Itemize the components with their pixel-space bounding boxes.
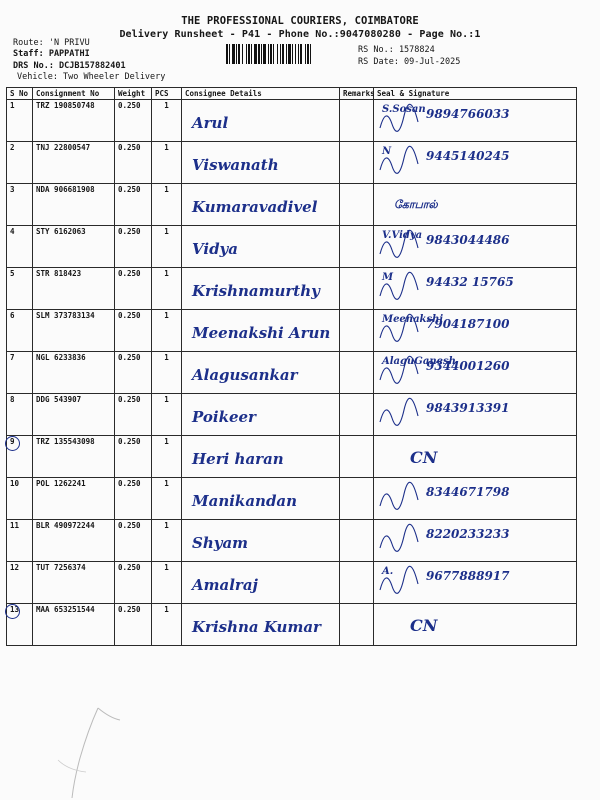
cell-weight [115, 562, 152, 604]
signature-stroke [378, 312, 438, 348]
consignee-handwritten-name: Krishna Kumar [192, 618, 321, 636]
cell-consignee [182, 436, 340, 478]
signature-stroke [378, 228, 438, 264]
cell-seal-signature [374, 604, 577, 646]
cell-consignment-no-text: POL 1262241 [36, 479, 86, 488]
signature-area [374, 100, 576, 141]
cell-sno-text: 4 [10, 227, 15, 236]
cell-remarks [340, 394, 374, 436]
cell-pcs [152, 142, 182, 184]
cell-weight [115, 268, 152, 310]
cell-remarks [340, 226, 374, 268]
cell-remarks [340, 310, 374, 352]
barcode-bar [258, 44, 260, 64]
cell-consignment-no-text: STY 6162063 [36, 227, 86, 236]
cell-consignment-no [33, 142, 115, 184]
cell-sno-text: 6 [10, 311, 15, 320]
consignee-handwritten-name: Heri haran [192, 450, 284, 468]
table-row [7, 268, 577, 310]
cell-pcs-text: 1 [164, 185, 169, 194]
cell-weight [115, 184, 152, 226]
cell-weight-text: 0.250 [118, 269, 141, 278]
cell-weight-text: 0.250 [118, 437, 141, 446]
cell-weight-text: 0.250 [118, 479, 141, 488]
barcode-bar [305, 44, 306, 64]
cell-sno [7, 478, 33, 520]
table-row [7, 352, 577, 394]
cell-remarks [340, 268, 374, 310]
cell-pcs [152, 394, 182, 436]
barcode-bar [282, 44, 284, 64]
cell-seal-signature [374, 394, 577, 436]
cell-weight-text: 0.250 [118, 353, 141, 362]
cell-seal-signature [374, 100, 577, 142]
cell-remarks [340, 604, 374, 646]
drs-number: DRS No.: DCJB157882401 [13, 61, 126, 71]
cell-pcs-text: 1 [164, 563, 169, 572]
vehicle-label: Vehicle: Two Wheeler Delivery [17, 72, 166, 82]
barcode-bar [298, 44, 299, 64]
consignee-handwritten-name: Shyam [192, 534, 249, 552]
cell-remarks [340, 142, 374, 184]
barcode-bar [261, 44, 262, 64]
signature-phone: 9843913391 [426, 401, 510, 415]
cell-seal-signature [374, 352, 577, 394]
col-header-consignment: Consignment No [33, 88, 115, 100]
cell-pcs [152, 268, 182, 310]
cell-weight-text: 0.250 [118, 521, 141, 530]
cell-remarks [340, 352, 374, 394]
cell-consignee [182, 184, 340, 226]
signature-stroke [378, 480, 438, 516]
cell-consignment-no [33, 604, 115, 646]
cell-consignee [182, 310, 340, 352]
cell-weight [115, 436, 152, 478]
cell-consignee [182, 478, 340, 520]
company-title: THE PROFESSIONAL COURIERS, COIMBATORE [181, 15, 419, 27]
barcode-bar [277, 44, 278, 64]
cell-seal-signature [374, 436, 577, 478]
barcode-bar [295, 44, 296, 64]
barcode-bar [236, 44, 237, 64]
cell-pcs [152, 436, 182, 478]
cell-weight [115, 604, 152, 646]
cell-weight [115, 352, 152, 394]
circle-mark [5, 604, 20, 619]
col-header-sno: S No [7, 88, 33, 100]
cell-consignment-no-text: MAA 653251544 [36, 605, 95, 614]
cell-consignment-no [33, 226, 115, 268]
barcode-bar [238, 44, 240, 64]
cell-sno-text: 7 [10, 353, 15, 362]
cell-seal-signature [374, 478, 577, 520]
cell-pcs [152, 562, 182, 604]
signature-phone: 9445140245 [426, 149, 510, 163]
table-header-row [7, 88, 577, 100]
signature-stroke [378, 354, 438, 390]
cell-remarks [340, 562, 374, 604]
consignee-handwritten-name: Viswanath [192, 156, 279, 174]
signature-name: N [382, 146, 392, 157]
signature-phone: 94432 15765 [426, 275, 514, 289]
cell-sno-text: 8 [10, 395, 15, 404]
cell-sno [7, 562, 33, 604]
cell-pcs-text: 1 [164, 227, 169, 236]
signature-area [374, 478, 576, 519]
cell-consignee [182, 520, 340, 562]
cell-sno-text: 12 [10, 563, 20, 572]
cell-pcs-text: 1 [164, 143, 169, 152]
cell-seal-signature [374, 268, 577, 310]
cell-weight [115, 100, 152, 142]
consignee-handwritten-name: Manikandan [192, 492, 298, 510]
signature-name: M [382, 272, 394, 283]
signature-phone: 9344001260 [426, 359, 510, 373]
barcode-bar [270, 44, 272, 64]
table-row [7, 604, 577, 646]
cell-pcs-text: 1 [164, 605, 169, 614]
cell-consignee [182, 268, 340, 310]
signature-area [374, 142, 576, 183]
cell-sno [7, 394, 33, 436]
cell-sno [7, 352, 33, 394]
cell-consignment-no-text: NGL 6233836 [36, 353, 86, 362]
cell-pcs-text: 1 [164, 521, 169, 530]
signature-area [374, 184, 576, 225]
cell-consignment-no-text: BLR 490972244 [36, 521, 95, 530]
cell-pcs-text: 1 [164, 437, 169, 446]
signature-stroke [378, 144, 438, 180]
cell-pcs-text: 1 [164, 311, 169, 320]
signature-name: V.Vidya [382, 230, 423, 241]
table-row [7, 310, 577, 352]
consignee-handwritten-name: Amalraj [192, 576, 258, 594]
cell-sno-text: 5 [10, 269, 15, 278]
cell-remarks [340, 100, 374, 142]
rs-date: RS Date: 09-Jul-2025 [358, 57, 461, 67]
barcode-bar [248, 44, 250, 64]
signature-phone: 9894766033 [426, 107, 510, 121]
runsheet-table [6, 87, 577, 646]
barcode-image [226, 44, 354, 64]
barcode-bar [300, 44, 302, 64]
barcode-bar [286, 44, 287, 64]
cell-consignment-no [33, 394, 115, 436]
cell-sno [7, 310, 33, 352]
table-row [7, 184, 577, 226]
cell-consignee [182, 604, 340, 646]
cell-pcs [152, 100, 182, 142]
cell-weight-text: 0.250 [118, 227, 141, 236]
cell-consignee [182, 352, 340, 394]
cell-seal-signature [374, 562, 577, 604]
cell-seal-signature [374, 520, 577, 562]
col-header-consignee: Consignee Details [182, 88, 340, 100]
cell-pcs [152, 478, 182, 520]
barcode-bar [280, 44, 281, 64]
cell-consignment-no-text: NDA 906681908 [36, 185, 95, 194]
route-label: Route: 'N PRIVU [13, 38, 90, 48]
cell-sno-text: 3 [10, 185, 15, 194]
cell-pcs [152, 226, 182, 268]
consignee-handwritten-name: Krishnamurthy [192, 282, 320, 300]
signature-stroke [378, 564, 438, 600]
cell-weight [115, 520, 152, 562]
consignee-handwritten-name: Kumaravadivel [192, 198, 318, 216]
cell-weight-text: 0.250 [118, 143, 141, 152]
cell-seal-signature [374, 142, 577, 184]
signature-area [374, 394, 576, 435]
cell-consignment-no [33, 352, 115, 394]
table-row [7, 100, 577, 142]
cell-seal-signature [374, 184, 577, 226]
cell-pcs-text: 1 [164, 395, 169, 404]
cell-weight [115, 310, 152, 352]
cell-sno [7, 142, 33, 184]
signature-phone: 9843044486 [426, 233, 510, 247]
cell-consignee [182, 562, 340, 604]
signature-name: A. [382, 566, 394, 577]
cell-consignee [182, 394, 340, 436]
barcode-bar [242, 44, 243, 64]
staff-label: Staff: PAPPATHI [13, 49, 90, 59]
barcode-bar [251, 44, 252, 64]
cell-sno-text: 9 [10, 437, 15, 446]
cell-consignment-no-text: TNJ 22800547 [36, 143, 91, 152]
cell-consignment-no-text: DDG 543907 [36, 395, 82, 404]
barcode-bar [226, 44, 228, 64]
barcode-bar [246, 44, 247, 64]
table-row [7, 478, 577, 520]
cell-sno [7, 604, 33, 646]
cn-mark: CN [410, 448, 438, 467]
signature-area [374, 268, 576, 309]
barcode-bar [232, 44, 235, 64]
cell-remarks [340, 478, 374, 520]
cell-pcs [152, 520, 182, 562]
table-row [7, 142, 577, 184]
cell-consignee [182, 226, 340, 268]
signature-name: AlaguGanesh [382, 356, 456, 367]
col-header-pcs: PCS [152, 88, 182, 100]
cell-sno-text: 13 [10, 605, 20, 614]
pencil-scribble [28, 700, 168, 800]
barcode-bar [254, 44, 257, 64]
cell-pcs [152, 184, 182, 226]
signature-stroke [378, 522, 438, 558]
cell-pcs [152, 352, 182, 394]
cell-remarks [340, 520, 374, 562]
table-row [7, 562, 577, 604]
table-row [7, 436, 577, 478]
barcode-bar [292, 44, 293, 64]
cell-consignment-no [33, 436, 115, 478]
cell-weight-text: 0.250 [118, 311, 141, 320]
circle-mark [5, 436, 20, 451]
consignee-handwritten-name: Poikeer [192, 408, 256, 426]
signature-area [374, 226, 576, 267]
signature-stroke [378, 270, 438, 306]
cell-consignment-no-text: STR 818423 [36, 269, 82, 278]
cell-weight-text: 0.250 [118, 101, 141, 110]
cn-mark: CN [410, 616, 438, 635]
cell-consignment-no [33, 478, 115, 520]
barcode-bar [229, 44, 230, 64]
cell-consignee [182, 142, 340, 184]
cell-consignment-no-text: TRZ 135543098 [36, 437, 95, 446]
signature-area [374, 436, 576, 477]
cell-consignment-no-text: TUT 7256374 [36, 563, 86, 572]
cell-pcs-text: 1 [164, 479, 169, 488]
cell-pcs [152, 604, 182, 646]
cell-sno-text: 2 [10, 143, 15, 152]
cell-sno [7, 184, 33, 226]
runsheet-subtitle: Delivery Runsheet - P41 - Phone No.:9047080280 - Page No.:1 [119, 29, 481, 40]
signature-area [374, 604, 576, 645]
cell-consignment-no [33, 268, 115, 310]
table-row [7, 394, 577, 436]
consignee-handwritten-name: Meenakshi Arun [192, 324, 331, 342]
barcode-bar [310, 44, 311, 64]
col-header-seal: Seal & Signature [374, 88, 577, 100]
cell-sno-text: 1 [10, 101, 15, 110]
table-row [7, 226, 577, 268]
signature-phone: 9677888917 [426, 569, 510, 583]
tamil-signature: கோபால் [394, 198, 438, 211]
cell-consignment-no [33, 562, 115, 604]
cell-weight-text: 0.250 [118, 395, 141, 404]
signature-name: S.Sosan [382, 104, 426, 115]
barcode-bar [273, 44, 274, 64]
barcode-bar [263, 44, 266, 64]
cell-sno-text: 10 [10, 479, 20, 488]
signature-area [374, 352, 576, 393]
cell-pcs-text: 1 [164, 101, 169, 110]
cell-consignment-no-text: TRZ 190850748 [36, 101, 95, 110]
signature-phone: 8344671798 [426, 485, 510, 499]
cell-consignee [182, 100, 340, 142]
table-row [7, 520, 577, 562]
cell-pcs-text: 1 [164, 353, 169, 362]
cell-sno [7, 520, 33, 562]
cell-weight-text: 0.250 [118, 563, 141, 572]
cell-consignment-no [33, 100, 115, 142]
cell-pcs-text: 1 [164, 269, 169, 278]
col-header-weight: Weight [115, 88, 152, 100]
rs-number: RS No.: 1578824 [358, 45, 435, 55]
signature-area [374, 562, 576, 603]
signature-area [374, 310, 576, 351]
cell-weight [115, 226, 152, 268]
cell-weight-text: 0.250 [118, 185, 141, 194]
cell-weight [115, 394, 152, 436]
cell-consignment-no [33, 184, 115, 226]
barcode-bar [307, 44, 309, 64]
cell-seal-signature [374, 310, 577, 352]
cell-consignment-no [33, 310, 115, 352]
cell-sno [7, 436, 33, 478]
cell-consignment-no [33, 520, 115, 562]
signature-stroke [378, 102, 438, 138]
consignee-handwritten-name: Vidya [192, 240, 238, 258]
cell-sno-text: 11 [10, 521, 20, 530]
signature-stroke [378, 396, 438, 432]
cell-sno [7, 268, 33, 310]
col-header-remarks: Remarks [340, 88, 374, 100]
cell-remarks [340, 436, 374, 478]
cell-sno [7, 100, 33, 142]
signature-phone: 8220233233 [426, 527, 510, 541]
cell-consignment-no-text: SLM 373783134 [36, 311, 95, 320]
signature-phone: 7904187100 [426, 317, 510, 331]
signature-area [374, 520, 576, 561]
cell-remarks [340, 184, 374, 226]
cell-seal-signature [374, 226, 577, 268]
cell-pcs [152, 310, 182, 352]
signature-name: Meenakshi [382, 314, 444, 325]
consignee-handwritten-name: Arul [192, 114, 229, 132]
cell-weight-text: 0.250 [118, 605, 141, 614]
cell-weight [115, 478, 152, 520]
cell-weight [115, 142, 152, 184]
barcode-bar [288, 44, 291, 64]
consignee-handwritten-name: Alagusankar [192, 366, 298, 384]
barcode-bar [268, 44, 269, 64]
cell-sno [7, 226, 33, 268]
